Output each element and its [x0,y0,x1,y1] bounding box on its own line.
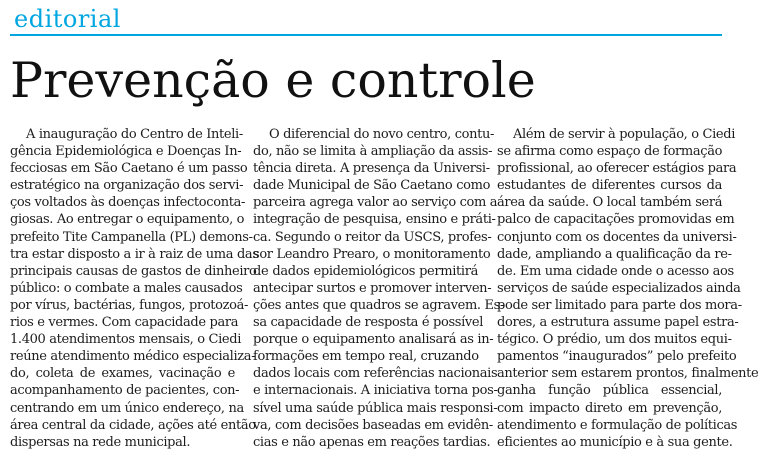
article-line: Além de servir à população, o Ciedi [513,127,736,142]
article-line: dade, ampliando a qualificação da re- [497,246,732,262]
section-label: editorial [14,5,121,33]
article-line: va, com decisões baseadas em evidên- [253,417,493,433]
article-line: de. Em uma cidade onde o acesso aos [497,263,734,279]
headline: Prevenção e controle [10,52,536,109]
article-line: acompanhamento de pacientes, con- [10,383,240,399]
article-line: dade Municipal de São Caetano como [253,178,491,194]
article-line: pode ser limitado para parte dos mora- [497,297,742,313]
article-line: ca. Segundo o reitor da USCS, profes- [253,229,492,245]
article-line: do, não se limita à ampliação da assis- [253,144,493,160]
article-line: pamentos “inaugurados” pelo prefeito [497,349,737,365]
article-line: ços voltados às doenças infectoconta- [10,195,246,211]
article-line: ções antes que quadros se agravem. Es- [253,297,504,313]
article-line: fecciosas em São Caetano é um passo [10,161,248,177]
article-line: se afirma como espaço de formação [497,144,723,160]
article-line: atendimento e formulação de políticas [497,417,738,433]
article-line: sor Leandro Prearo, o monitoramento [253,246,491,262]
article-line: público: o combate a males causados [10,280,243,296]
article-line: cias e não apenas em reações tardias. [253,434,491,450]
article-line: prefeito Tite Campanella (PL) demons- [10,229,253,245]
article-line: porque o equipamento analisará as in- [253,332,494,348]
article-line: anterior sem estarem prontos, finalmente [497,366,758,382]
article-line: por vírus, bactérias, fungos, protozoá- [10,297,249,313]
article-line: A inauguração do Centro de Inteli- [26,127,243,142]
article-line: giosas. Ao entregar o equipamento, o [10,212,245,228]
article-line: tência direta. A presença da Universi- [253,161,490,177]
article-line: estudantes de diferentes cursos da [497,178,722,194]
article-line: de dados epidemiológicos permitirá [253,263,478,279]
article-line: e internacionais. A iniciativa torna pos- [253,383,498,399]
article-line: tra estar disposto a ir à raiz de uma das [10,246,259,262]
article-line: área da saúde. O local também será [497,195,723,211]
article-line: rios e vermes. Com capacidade para [10,315,239,331]
article-line: dados locais com referências nacionais [253,366,498,382]
article-line: gência Epidemiológica e Doenças In- [10,144,242,160]
article-line: serviços de saúde especializados ainda [497,280,741,296]
article-line: profissional, ao oferecer estágios para [497,161,737,177]
article-column-1 [10,126,259,451]
article-line: dores, a estrutura assume papel estra- [497,315,739,331]
article-line: reúne atendimento médico especializa- [10,349,256,365]
article-line: área central da cidade, ações até então [10,417,256,433]
article-line: do, coleta de exames, vacinação e [10,366,235,382]
article-line: centrando em um único endereço, na [10,400,244,416]
article-line: eficientes ao município e à sua gente. [497,434,733,450]
article-line: sível uma saúde pública mais responsi- [253,400,498,416]
article-line: integração de pesquisa, ensino e práti- [253,212,496,228]
article-line: sa capacidade de resposta é possível [253,315,484,331]
article-line: palco de capacitações promovidas em [497,212,735,228]
article-line: O diferencial do novo centro, contu- [269,127,495,142]
article-line: principais causas de gastos de dinheiro [10,263,257,279]
article-column-3 [497,126,758,451]
article-column-2 [253,126,504,451]
article-line: tégico. O prédio, um dos muitos equi- [497,332,732,348]
article-line: formações em tempo real, cruzando [253,349,479,365]
article-line: antecipar surtos e promover interven- [253,280,492,296]
article-line: 1.400 atendimentos mensais, o Ciedi [10,332,242,348]
article-line: conjunto com os docentes da universi- [497,229,737,245]
article-line: parceira agrega valor ao serviço com a [253,195,498,211]
section-rule [10,34,722,36]
article-line: ganha função pública essencial, [497,383,722,399]
article-line: dispersas na rede municipal. [10,434,191,450]
article-line: com impacto direto em prevenção, [497,400,722,416]
article-line: estratégico na organização dos servi- [10,178,244,194]
